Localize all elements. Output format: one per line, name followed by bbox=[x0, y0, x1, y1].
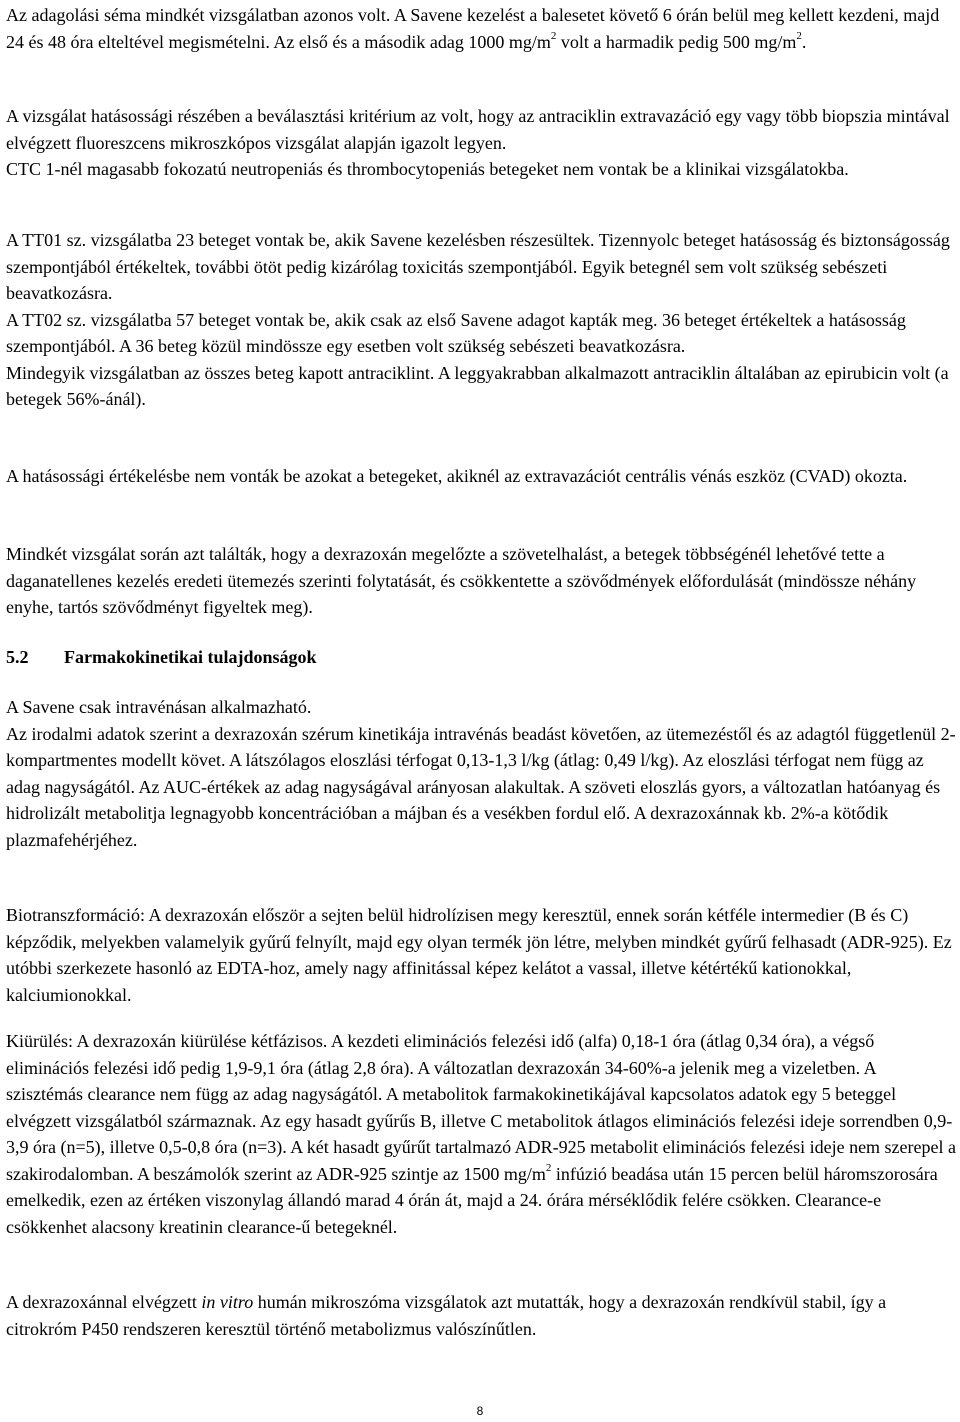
dosing-text-b: volt a harmadik pedig 500 mg/m bbox=[556, 31, 797, 52]
anthracycline-text: Mindegyik vizsgálatban az összes beteg kapott antraciklint. A leggyakrabban alkalmazott antraciklin általában az epirubicin volt (a betegek 56%-ánál). bbox=[6, 362, 949, 409]
paragraph-study-results bbox=[6, 227, 956, 413]
dosing-text-c: . bbox=[801, 31, 807, 52]
conclusion-text: Mindkét vizsgálat során azt találták, hogy a dexrazoxán megelőzte a szövetelhalást, a betegek többségénél lehetővé tette a daganatellenes kezelés eredeti ütemezés szerinti folytatását, és csökkentette a szövődmények előfordulását (mindössze néhány enyhe, tartós szövődményt figyeltek meg). bbox=[6, 544, 917, 617]
paragraph-biotransformation bbox=[6, 902, 956, 1008]
section-title: Farmakokinetikai tulajdonságok bbox=[64, 647, 317, 667]
paragraph-in-vitro bbox=[6, 1289, 956, 1342]
page-number: 8 bbox=[476, 1404, 484, 1418]
paragraph-elimination bbox=[6, 1028, 956, 1240]
superscript-2: 2 bbox=[796, 29, 802, 42]
section-heading-pharmacokinetics bbox=[6, 644, 317, 670]
kinetics-text: Az irodalmi adatok szerint a dexrazoxán szérum kinetikája intravénás beadást követően, az ütemezéstől és az adagtól függetlenül 2-kompartmentes modellt követ. A látszólagos eloszlási térfogat 0,13-1,3 l/kg (átlag: 0,49 l/kg). Az eloszlási térfogat nem függ az adag nagyságától. Az AUC-értékek az adag nagyságával arányosan alakultak. A szöveti eloszlás gyors, a változatlan hatóanyag és hidrolizált metabolitja legnagyobb koncentrációban a májban és a vesékben fordul elő. A dexrazoxánnak kb. 2%-a kötődik plazmafehérjéhez. bbox=[6, 723, 956, 850]
dosing-text-a: Az adagolási séma mindkét vizsgálatban azonos volt. A Savene kezelést a balesetet követő 6 órán belül meg kellett kezdeni, majd 24 és 48 óra elteltével megismételni. Az első és a második adag 1000 mg/m bbox=[6, 5, 940, 52]
section-number: 5.2 bbox=[6, 647, 29, 667]
paragraph-inclusion-criteria bbox=[6, 103, 956, 183]
paragraph-pharmacokinetics bbox=[6, 694, 956, 853]
superscript-2: 2 bbox=[545, 1161, 552, 1174]
tt02-study-text: A TT02 sz. vizsgálatba 57 beteget vontak be, akik csak az első Savene adagot kapták meg. 36 beteget értékeltek a hatásosság szempontjából. A 36 beteg közül mindössze egy esetben volt szükség sebészeti beavatkozásra. bbox=[6, 309, 906, 356]
in-vitro-text-b: humán mikroszóma vizsgálatok azt mutatták, hogy a dexrazoxán rendkívül stabil, így a citrokróm P450 rendszeren keresztül történő metabolizmus valószínűtlen. bbox=[6, 1292, 887, 1339]
elimination-text-a: Kiürülés: A dexrazoxán kiürülése kétfázisos. A kezdeti eliminációs felezési idő (alfa) 0,18-1 óra (átlag 0,34 óra), a végső eliminációs felezési idő pedig 1,9-9,1 óra (átlag 2,8 óra). A változatlan dexrazoxán 34-60%-a jelenik meg a vizeletben. A szisztémás clearance nem függ az adag nagyságától. A metabolitok farmakokinetikájával kapcsolatos adatok egy 5 beteggel elvégzett vizsgálatból származnak. Az egy hasadt gyűrűs B, illetve C metabolitok átlagos eliminációs felezési ideje sorrendben 0,9-3,9 óra (n=5), illetve 0,5-0,8 óra (n=3). A két hasadt gyűrűt tartalmazó ADR-925 metabolit eliminációs felezési ideje nem szerepel a szakirodalomban. A beszámolók szerint az ADR-925 szintje az 1500 mg/m bbox=[6, 1031, 957, 1184]
paragraph-cvad bbox=[6, 463, 956, 490]
paragraph-conclusion bbox=[6, 541, 956, 621]
administration-route-text: A Savene csak intravénásan alkalmazható. bbox=[6, 697, 312, 717]
paragraph-dosing-schedule bbox=[6, 2, 956, 55]
in-vitro-text-a: A dexrazoxánnal elvégzett bbox=[6, 1292, 202, 1312]
superscript-2: 2 bbox=[550, 29, 557, 42]
biotransformation-text: Biotranszformáció: A dexrazoxán először a sejten belül hidrolízisen megy keresztül, ennek során kétféle intermedier (B és C) képződik, melyekben valamelyik gyűrű felnyílt, majd egy olyan termék jön létre, melyben mindkét gyűrű felhasadt (ADR-925). Ez utóbbi szerkezete hasonló az EDTA-hoz, amely nagy affinitással képez kelátot a vassal, illetve kétértékű kationokkal, kalciumionokkal. bbox=[6, 905, 952, 1005]
ctc-exclusion-text: CTC 1-nél magasabb fokozatú neutropeniás és thrombocytopeniás betegeket nem vontak be a klinikai vizsgálatokba. bbox=[6, 159, 849, 179]
cvad-text: A hatásossági értékelésbe nem vonták be azokat a betegeket, akiknél az extravazációt centrális vénás eszköz (CVAD) okozta. bbox=[6, 466, 908, 486]
in-vitro-italic: in vitro bbox=[201, 1292, 254, 1312]
elimination-text-b: infúzió beadása után 15 percen belül háromszorosára emelkedik, ezen az értéken viszonylag állandó marad 4 órán át, majd a 24. órára mérséklődik felére csökken. Clearance-e csökkenhet alacsony kreatinin clearance-ű betegeknél. bbox=[6, 1163, 938, 1237]
inclusion-criteria-text: A vizsgálat hatásossági részében a beválasztási kritérium az volt, hogy az antraciklin extravazáció egy vagy több biopszia mintával elvégzett fluoreszcens mikroszkópos vizsgálat alapján igazolt legyen. bbox=[6, 106, 950, 153]
tt01-study-text: A TT01 sz. vizsgálatba 23 beteget vontak be, akik Savene kezelésben részesültek. Tizennyolc beteget hatásosság és biztonságosság szempontjából értékeltek, további ötöt pedig kizárólag toxicitás szempontjából. Egyik betegnél sem volt szükség sebészeti beavatkozásra. bbox=[6, 230, 950, 303]
